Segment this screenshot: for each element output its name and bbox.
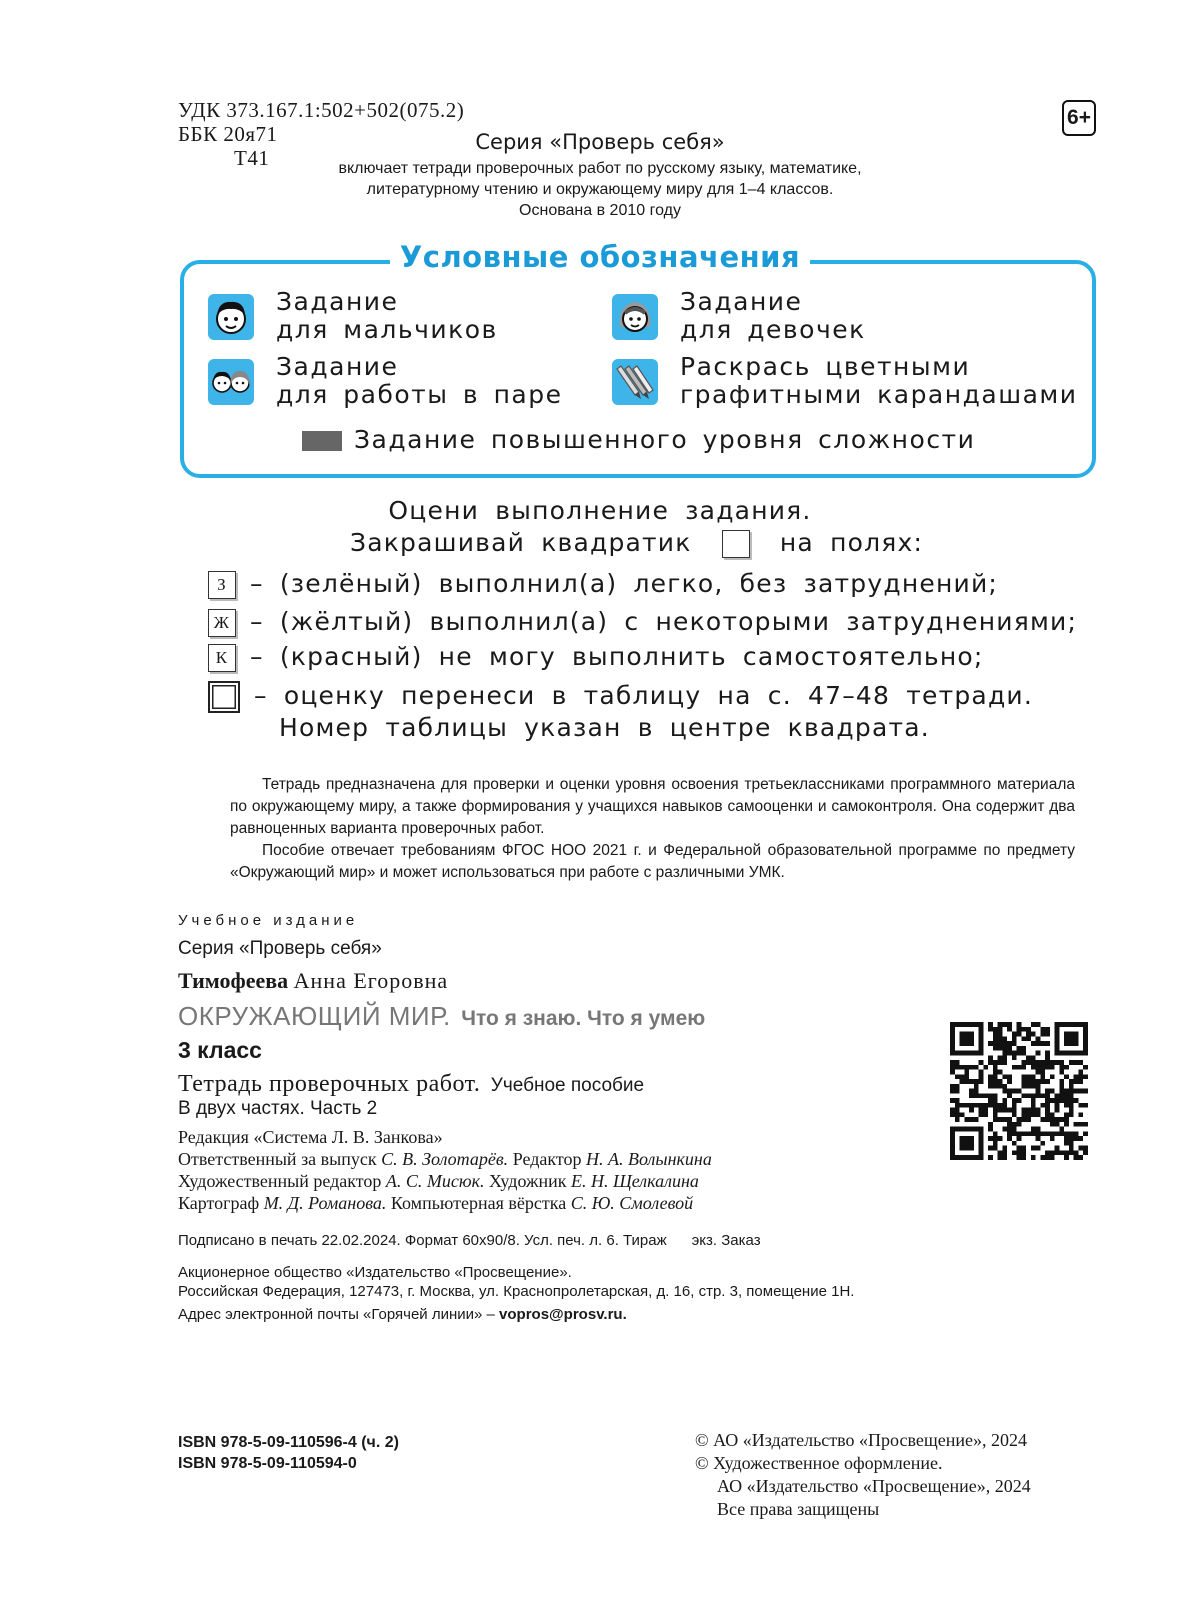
description-paragraph-2: Пособие отвечает требованиям ФГОС НОО 2021 г. и Федеральной образовательной программе по предмету «Окружающий мир» и может использоваться при работе с различными УМК. [230,842,1075,881]
bbk-code: ББК 20я71 [178,122,278,146]
girl-face-icon [612,294,658,340]
legend-girls: Задание для девочек [612,288,866,344]
legend-boys: Задание для мальчиков [208,288,498,344]
legend-pencils: Раскрась цветными графитными карандашами [612,353,1078,409]
boy-face-icon [208,294,254,340]
pencils-icon [612,359,658,405]
book-parts: В двух частях. Часть 2 [178,1098,378,1119]
grade-red: К – (красный) не могу выполнить самостоятельно; [208,641,983,673]
series-description: включает тетради проверочных работ по русскому языку, математике, литературному чтению и окружающему миру для 1–4 классов. Основана в 2010 году [338,160,862,219]
grade-yellow: Ж – (жёлтый) выполнил(а) с некоторыми затруднениями; [208,606,1077,638]
grade-transfer: – оценку перенеси в таблицу на с. 47–48 тетради. [208,680,1033,713]
copyright-block: © АО «Издательство «Просвещение», 2024 © Художественное оформление. АО «Издательство «Просвещение», 2024 Все права защищены [695,1430,1031,1519]
qr-code-icon [950,1022,1088,1160]
grade-transfer-note: Номер таблицы указан в центре квадрата. [279,713,930,742]
print-info: Подписано в печать 22.02.2024. Формат 60x90/8. Усл. печ. л. 6. Тираж экз. Заказ [178,1232,761,1249]
dark-bar-icon [302,431,342,451]
yellow-square: Ж [208,609,236,637]
age-rating-badge: 6+ [1062,100,1096,136]
red-square: К [208,644,236,672]
empty-square-icon [722,530,750,558]
description-paragraph-1: Тетрадь предназначена для проверки и оценки уровня освоения третьеклассниками программного материала по окружающему миру, а также формирования у учащихся навыков самооценки и самоконтроля. Она содержит два равноценных варианта проверочных работ. [230,776,1075,837]
udk-code: УДК 373.167.1:502+502(075.2) [178,98,465,122]
legend-pair: Задание для работы в паре [208,353,563,409]
isbn-block: ISBN 978-5-09-110596-4 (ч. 2) ISBN 978-5-09-110594-0 [178,1434,399,1472]
legend-hard: Задание повышенного уровня сложности [302,426,975,454]
publisher-info: Акционерное общество «Издательство «Просвещение». Российская Федерация, 127473, г. Москва, ул. Краснопролетарская, д. 16, стр. 3, помещение 1Н. Адрес электронной почты «Горячей линии» – vopros@prosv.ru. [178,1264,855,1323]
book-title: ОКРУЖАЮЩИЙ МИР. Что я знаю. Что я умею [178,1001,706,1031]
author: Тимофеева Анна Егоровна [178,968,449,993]
grading-instruction: Закрашивай квадратик на полях: [350,528,924,557]
edition-type: Учебное издание [178,912,359,929]
pair-faces-icon [208,359,254,405]
green-square: З [208,571,236,599]
grading-intro: Оцени выполнение задания. [388,496,812,525]
grade-level: 3 класс [178,1037,262,1063]
credits: Редакция «Система Л. В. Занкова» Ответственный за выпуск С. В. Золотарёв. Редактор Н. А. Волынкина Художественный редактор А. С. Мисюк. Художник Е. Н. Щелкалина Картограф М. Д. Романова. Компьютерная вёрстка С. Ю. Смолевой [178,1127,712,1213]
series-title: Серия «Проверь себя» [475,130,725,154]
table-square-icon [208,681,240,713]
grade-green: З – (зелёный) выполнил(а) легко, без затруднений; [208,568,998,600]
legend-title: Условные обозначения [0,240,1200,274]
author-code: Т41 [234,146,270,170]
imprint-series: Серия «Проверь себя» [178,938,382,959]
book-type: Тетрадь проверочных работ. Учебное пособие [178,1071,645,1097]
